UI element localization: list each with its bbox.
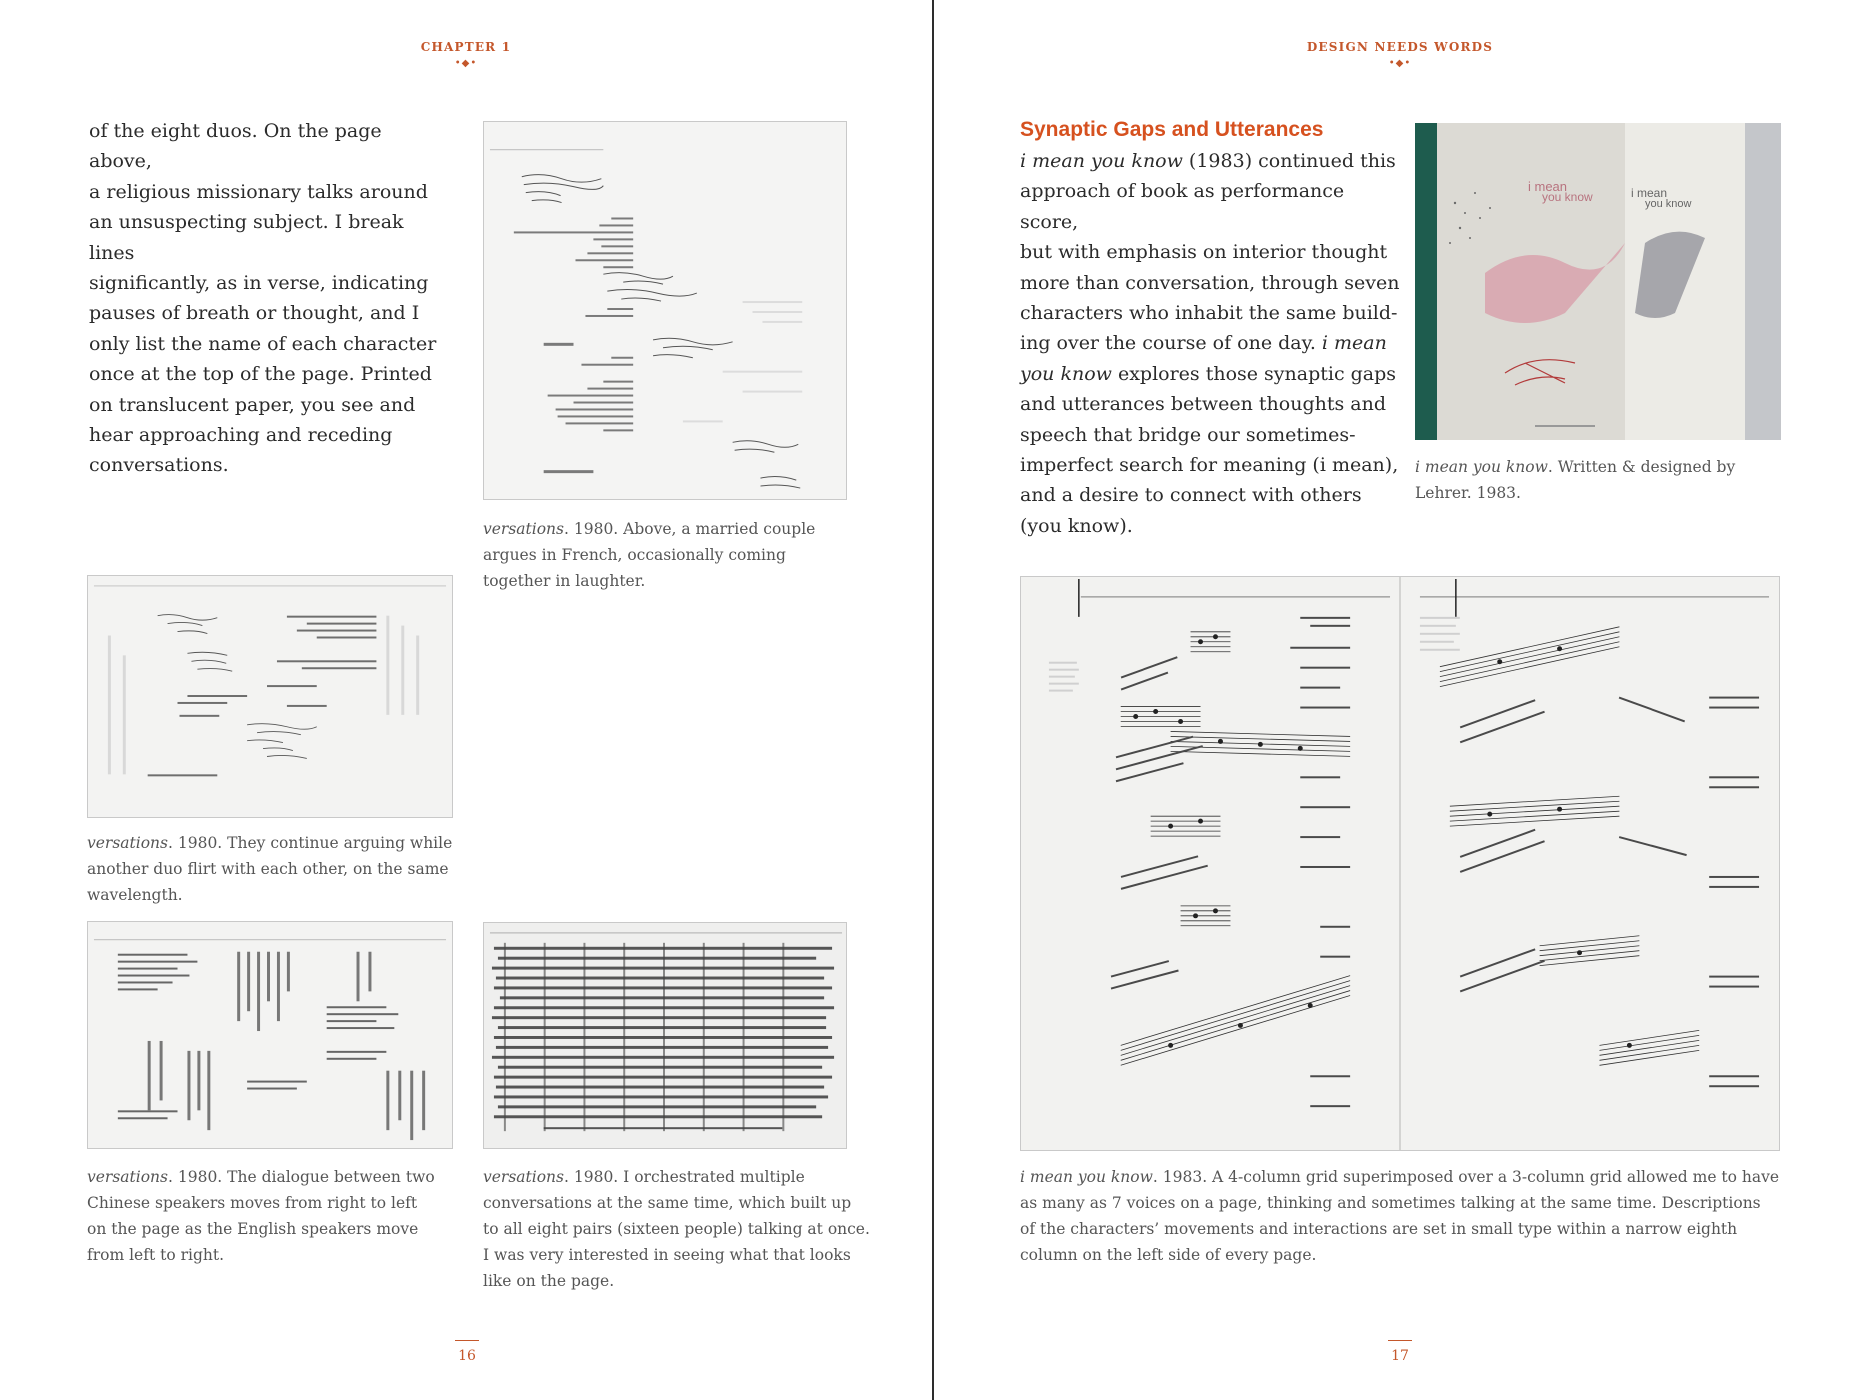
figure-versations-flirt bbox=[87, 575, 453, 818]
cover-title-line: you know bbox=[1542, 190, 1593, 204]
caption-line: to all eight pairs (sixteen people) talking at once. bbox=[483, 1220, 870, 1238]
body-line: speech that bridge our sometimes- bbox=[1020, 423, 1356, 446]
cover-title-back bbox=[1631, 188, 1691, 210]
caption-title: versations bbox=[483, 1168, 564, 1186]
book-cover-photo bbox=[1415, 123, 1781, 440]
body-line: conversations. bbox=[89, 454, 229, 477]
body-italic: i mean bbox=[1321, 332, 1387, 355]
body-line: an unsuspecting subject. I break lines bbox=[89, 211, 404, 264]
caption-line: another duo flirt with each other, on the same bbox=[87, 860, 449, 878]
body-line: (you know). bbox=[1020, 514, 1133, 537]
figure-versations-orchestrated bbox=[483, 922, 847, 1149]
body-line: pauses of breath or thought, and I bbox=[89, 302, 420, 325]
cover-title-line: i mean bbox=[1631, 186, 1668, 200]
caption-line: Lehrer. 1983. bbox=[1415, 484, 1521, 502]
left-page bbox=[0, 0, 932, 1400]
body-line: on translucent paper, you see and bbox=[89, 393, 416, 416]
body-line bbox=[1020, 359, 1400, 389]
ornament-left: •◆• bbox=[454, 58, 478, 69]
caption-title: versations bbox=[87, 834, 168, 852]
cover-title-line: i mean bbox=[1528, 179, 1568, 194]
caption-line: on the page as the English speakers move bbox=[87, 1220, 419, 1238]
left-body-text bbox=[89, 116, 449, 481]
body-line: only list the name of each character bbox=[89, 332, 437, 355]
page-number-left: 16 bbox=[447, 1348, 487, 1364]
caption-line: as many as 7 voices on a page, thinking and sometimes talking at the same time. Descriptions bbox=[1020, 1194, 1761, 1212]
body-line: a religious missionary talks around bbox=[89, 180, 428, 203]
section-title: Synaptic Gaps and Utterances bbox=[1020, 118, 1324, 141]
body-line bbox=[1020, 146, 1400, 176]
figure-versations-french bbox=[483, 121, 847, 500]
caption-line: I was very interested in seeing what that looks bbox=[483, 1246, 851, 1264]
page-number-right: 17 bbox=[1380, 1348, 1420, 1364]
caption-line: . 1980. I orchestrated multiple bbox=[564, 1168, 805, 1186]
body-line bbox=[1020, 328, 1400, 358]
caption-spread bbox=[1020, 1164, 1800, 1268]
body-line: but with emphasis on interior thought bbox=[1020, 241, 1388, 264]
right-page bbox=[934, 0, 1866, 1400]
body-line: of the eight duos. On the page above, bbox=[89, 120, 382, 173]
caption-title: i mean you know bbox=[1415, 458, 1548, 476]
body-italic: you know bbox=[1020, 362, 1112, 385]
caption-line: . Written & designed by bbox=[1547, 458, 1736, 476]
body-span: ing over the course of one day. bbox=[1020, 332, 1322, 355]
caption-fig2 bbox=[87, 830, 487, 908]
caption-title: i mean you know bbox=[1020, 1168, 1153, 1186]
cover-title-line: you know bbox=[1645, 198, 1692, 210]
caption-line: conversations at the same time, which built up bbox=[483, 1194, 852, 1212]
caption-title: versations bbox=[483, 520, 564, 538]
body-line: hear approaching and receding bbox=[89, 424, 393, 447]
caption-title: versations bbox=[87, 1168, 168, 1186]
caption-line: Chinese speakers moves from right to left bbox=[87, 1194, 418, 1212]
caption-line: from left to right. bbox=[87, 1246, 225, 1264]
figure-i-mean-you-know-spread bbox=[1020, 576, 1780, 1151]
caption-line: . 1980. They continue arguing while bbox=[168, 834, 453, 852]
right-body-text bbox=[1020, 146, 1400, 541]
ornament-right: •◆• bbox=[1388, 58, 1412, 69]
body-line: approach of book as performance score, bbox=[1020, 180, 1345, 233]
caption-line: . 1983. A 4-column grid superimposed over a 3-column grid allowed me to have bbox=[1152, 1168, 1780, 1186]
figure-versations-chinese bbox=[87, 921, 453, 1149]
caption-fig1 bbox=[483, 516, 883, 594]
body-line: more than conversation, through seven bbox=[1020, 271, 1400, 294]
body-line: and utterances between thoughts and bbox=[1020, 393, 1387, 416]
body-span: explores those synaptic gaps bbox=[1111, 362, 1397, 385]
caption-line: . 1980. Above, a married couple bbox=[564, 520, 816, 538]
cover-title bbox=[1528, 181, 1593, 203]
caption-line: together in laughter. bbox=[483, 572, 646, 590]
body-italic: i mean you know bbox=[1020, 150, 1183, 172]
caption-line: of the characters’ movements and interactions are set in small type within a narrow eighth bbox=[1020, 1220, 1738, 1238]
caption-line: like on the page. bbox=[483, 1272, 615, 1290]
caption-line: argues in French, occasionally coming bbox=[483, 546, 786, 564]
caption-line: column on the left side of every page. bbox=[1020, 1246, 1317, 1264]
caption-line: wavelength. bbox=[87, 886, 183, 904]
caption-fig3 bbox=[87, 1164, 487, 1268]
body-line: imperfect search for meaning (i mean), bbox=[1020, 454, 1399, 477]
body-line: once at the top of the page. Printed bbox=[89, 363, 432, 386]
body-span: (1983) continued this bbox=[1182, 150, 1396, 172]
body-line: significantly, as in verse, indicating bbox=[89, 272, 429, 295]
running-head-right: DESIGN NEEDS WORDS bbox=[1306, 40, 1494, 54]
caption-cover bbox=[1415, 454, 1795, 506]
caption-fig4 bbox=[483, 1164, 903, 1294]
running-head-left: CHAPTER 1 bbox=[420, 40, 512, 54]
caption-line: . 1980. The dialogue between two bbox=[168, 1168, 435, 1186]
body-line: and a desire to connect with others bbox=[1020, 484, 1362, 507]
body-line: characters who inhabit the same build- bbox=[1020, 302, 1398, 325]
